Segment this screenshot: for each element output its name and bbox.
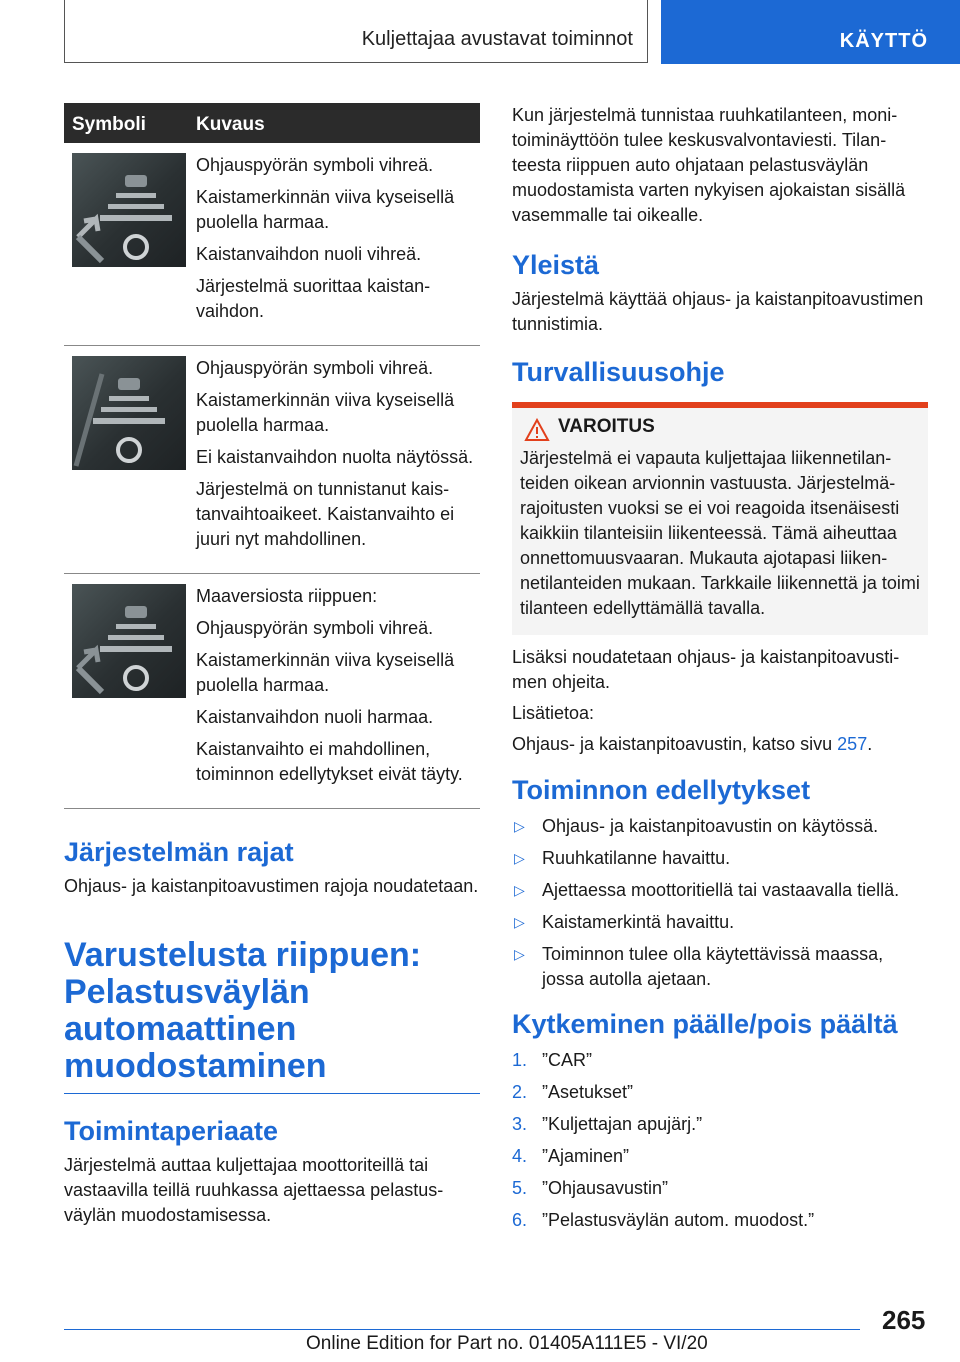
list-item <box>512 846 928 871</box>
list-item-text: Ruuhkatilanne havaittu. <box>542 848 731 868</box>
list-item-text: Ajettaessa moottoritiellä tai vastaavalla tiellä. <box>542 880 900 900</box>
page-number: 265 <box>882 1305 926 1335</box>
warning-triangle-icon <box>524 418 550 447</box>
conditions-list <box>512 814 928 992</box>
principle-heading: Toimintaperiaate <box>64 1116 279 1146</box>
reference-suffix: . <box>867 734 873 754</box>
step-number: 3. <box>512 1114 528 1134</box>
list-item <box>512 942 928 992</box>
step-text: ”Kuljettajan apujärj.” <box>542 1114 703 1134</box>
section-tab <box>661 0 960 64</box>
table-row <box>64 574 480 809</box>
list-item <box>512 814 928 839</box>
list-item-text: Toiminnon tulee olla käytettävissä maassa, jossa autolla ajetaan. <box>542 944 884 989</box>
row-line: Kaistamerkinnän viiva kyseisellä puolella harmaa. <box>196 650 455 695</box>
warning-text: Järjestelmä ei vapauta kuljettajaa liikennetilanteiden oikean arvionnin vastuusta. Järjestelmärajoitusten vuoksi se ei voi reagoida itsenäisesti kaikkiin tilanteisiin liikenteessä. Tämä aiheuttaa onnettomuusvaaran. Mukauta ajotapasi liikennetilanteiden mukaan. Tarkkaile liikennettä ja toimi tilanteen edellyttämällä tavalla. <box>520 448 920 618</box>
header-bar <box>64 0 648 63</box>
bullet-triangle-icon: ▷ <box>514 882 525 898</box>
lane-change-arrow-icon <box>72 153 186 267</box>
col-desc-header: Kuvaus <box>196 114 265 135</box>
left-column <box>64 103 480 1228</box>
step-item <box>512 1176 928 1201</box>
step-item <box>512 1080 928 1105</box>
safety-heading: Turvallisuusohje <box>512 357 725 387</box>
list-item <box>512 910 928 935</box>
steps-list <box>512 1048 928 1233</box>
row-line: Ohjauspyörän symboli vihreä. <box>196 155 434 175</box>
step-text: ”Ohjausavustin” <box>542 1178 669 1198</box>
extra-text: Lisäksi noudatetaan ohjaus- ja kaistanpitoavustimen ohjeita. <box>512 647 900 692</box>
table-row <box>64 346 480 574</box>
row-line: Kaistanvaihdon nuoli vihreä. <box>196 244 422 264</box>
row-line: Ohjauspyörän symboli vihreä. <box>196 618 434 638</box>
step-number: 5. <box>512 1178 528 1198</box>
main-heading: Varustelusta riippuen: Pelastusväylän automaattinen muodostaminen <box>64 936 422 1085</box>
warning-box <box>512 408 928 635</box>
section-label: KÄYTTÖ <box>839 30 928 52</box>
bullet-triangle-icon: ▷ <box>514 914 525 930</box>
step-number: 6. <box>512 1210 528 1230</box>
general-text: Järjestelmä käyttää ohjaus- ja kaistanpitoavustimen tunnistimia. <box>512 289 924 334</box>
row-line: Ohjauspyörän symboli vihreä. <box>196 358 434 378</box>
conditions-heading: Toiminnon edellytykset <box>512 775 811 805</box>
chapter-title: Kuljettajaa avustavat toiminnot <box>361 28 633 50</box>
row-line: Kaistamerkinnän viiva kyseisellä puolella harmaa. <box>196 187 455 232</box>
list-item <box>512 878 928 903</box>
row-line: Järjestelmä suorittaa kaistanvaihdon. <box>196 276 431 321</box>
list-item-text: Ohjaus- ja kaistanpitoavustin on käytössä. <box>542 816 879 836</box>
page-link[interactable]: 257 <box>837 734 868 754</box>
lane-change-arrow-gray-icon <box>72 584 186 698</box>
bullet-triangle-icon: ▷ <box>514 850 525 866</box>
more-info-text: Lisätietoa: <box>512 703 595 723</box>
step-item <box>512 1208 928 1233</box>
step-text: ”Asetukset” <box>542 1082 634 1102</box>
step-item <box>512 1048 928 1073</box>
row-line: Kaistamerkinnän viiva kyseisellä puolella harmaa. <box>196 390 455 435</box>
switch-heading: Kytkeminen päälle/pois päältä <box>512 1009 898 1039</box>
row-line: Kaistanvaihdon nuoli harmaa. <box>196 707 434 727</box>
steering-wheel-lane-icon <box>72 356 186 470</box>
row-line: Järjestelmä on tunnistanut kaistanvaihtoaikeet. Kaistanvaihto ei juuri nyt mahdollinen. <box>196 479 455 549</box>
table-header <box>64 103 480 143</box>
list-item-text: Kaistamerkintä havaittu. <box>542 912 735 932</box>
reference-line <box>512 732 928 757</box>
bullet-triangle-icon: ▷ <box>514 946 525 962</box>
row-line: Maaversiosta riippuen: <box>196 586 378 606</box>
intro-text: Kun järjestelmä tunnistaa ruuhkatilanteen, monitoiminäyttöön tulee keskusvalvontaviesti. Tilanteesta riippuen auto ohjataan pelastusväylän muodostamista varten nykyisen ajokaistan sisällä vasemmalle tai oikealle. <box>512 105 906 225</box>
limits-heading: Järjestelmän rajat <box>64 837 294 867</box>
general-heading: Yleistä <box>512 250 600 280</box>
step-text: ”Ajaminen” <box>542 1146 630 1166</box>
step-item <box>512 1144 928 1169</box>
edition-text: Online Edition for Part no. 01405A111E5 - VI/20 <box>306 1333 708 1354</box>
step-text: ”CAR” <box>542 1050 592 1070</box>
bullet-triangle-icon: ▷ <box>514 818 525 834</box>
step-number: 1. <box>512 1050 528 1070</box>
principle-text: Järjestelmä auttaa kuljettajaa moottoriteillä tai vastaavilla teillä ruuhkassa ajettaessa pelastusväylän muodostamisessa. <box>64 1155 444 1225</box>
col-symbol-header: Symboli <box>72 114 146 135</box>
step-number: 4. <box>512 1146 528 1166</box>
table-row <box>64 143 480 346</box>
reference-text: Ohjaus- ja kaistanpitoavustin, katso sivu <box>512 734 838 754</box>
step-text: ”Pelastusväylän autom. muodost.” <box>542 1210 815 1230</box>
right-column <box>512 103 928 1240</box>
step-number: 2. <box>512 1082 528 1102</box>
limits-text: Ohjaus- ja kaistanpitoavustimen rajoja noudatetaan. <box>64 876 479 896</box>
footer-divider <box>64 1329 860 1330</box>
row-line: Ei kaistanvaihdon nuolta näytössä. <box>196 447 474 467</box>
step-item <box>512 1112 928 1137</box>
row-line: Kaistanvaihto ei mahdollinen, toiminnon edellytykset eivät täyty. <box>196 739 463 784</box>
warning-title: VAROITUS <box>558 416 655 437</box>
